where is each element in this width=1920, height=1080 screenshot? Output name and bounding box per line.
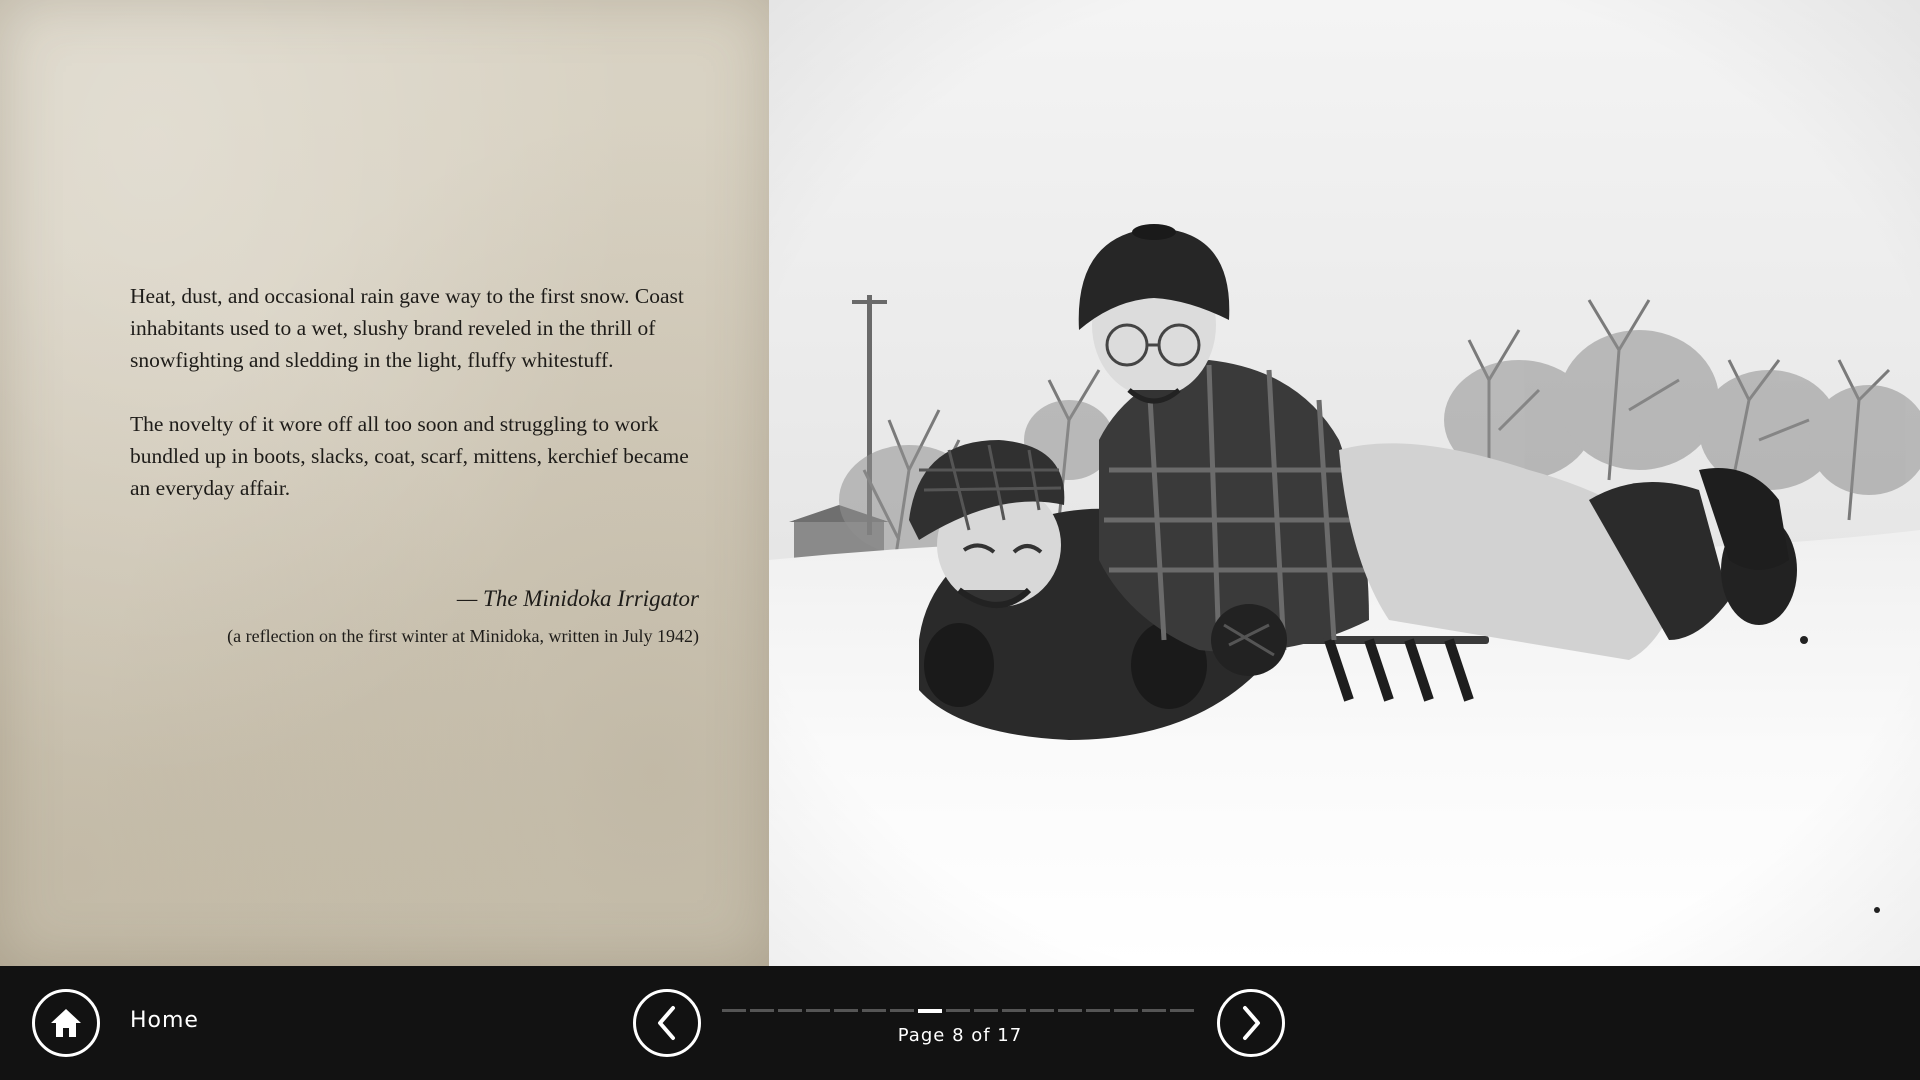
page-dot-2[interactable] (750, 1009, 774, 1012)
home-label[interactable]: Home (130, 1008, 199, 1033)
page-dot-15[interactable] (1114, 1009, 1138, 1012)
sledding-photo (769, 0, 1920, 966)
page-dot-12[interactable] (1030, 1009, 1054, 1012)
photo-panel (769, 0, 1920, 966)
page-dot-11[interactable] (1002, 1009, 1026, 1012)
page-dot-17[interactable] (1170, 1009, 1194, 1012)
page-dot-10[interactable] (974, 1009, 998, 1012)
page-dot-6[interactable] (862, 1009, 886, 1012)
attribution: — The Minidoka Irrigator (456, 586, 699, 611)
home-button[interactable] (32, 989, 100, 1057)
page-dot-3[interactable] (778, 1009, 802, 1012)
page-dot-9[interactable] (946, 1009, 970, 1012)
page-dot-7[interactable] (890, 1009, 914, 1012)
page-dot-13[interactable] (1058, 1009, 1082, 1012)
quote-paragraph-2: The novelty of it wore off all too soon and struggling to work bundled up in boots, slacks, coat, scarf, mittens, kerchief became an everyday affair. (130, 412, 689, 500)
chevron-right-icon (1239, 1005, 1263, 1041)
page-dot-4[interactable] (806, 1009, 830, 1012)
quote-text (130, 280, 710, 536)
quote-paragraph-1: Heat, dust, and occasional rain gave way to the first snow. Coast inhabitants used to a wet, slushy brand reveled in the thrill of snowfighting and sledding in the light, fluffy whitestuff. (130, 284, 684, 372)
text-panel (0, 0, 769, 966)
page-indicator: Page 8 of 17 (897, 1025, 1023, 1046)
page-dot-5[interactable] (834, 1009, 858, 1012)
bottom-nav-bar (0, 966, 1920, 1080)
page-dot-14[interactable] (1086, 1009, 1110, 1012)
page-progress-dots (722, 1009, 1194, 1013)
page-dot-1[interactable] (722, 1009, 746, 1012)
next-page-button[interactable] (1217, 989, 1285, 1057)
home-icon (49, 1007, 83, 1039)
attribution-note: (a reflection on the first winter at Minidoka, written in July 1942) (227, 626, 699, 646)
page-dot-16[interactable] (1142, 1009, 1166, 1012)
page-dot-8[interactable] (918, 1009, 942, 1013)
previous-page-button[interactable] (633, 989, 701, 1057)
chevron-left-icon (655, 1005, 679, 1041)
